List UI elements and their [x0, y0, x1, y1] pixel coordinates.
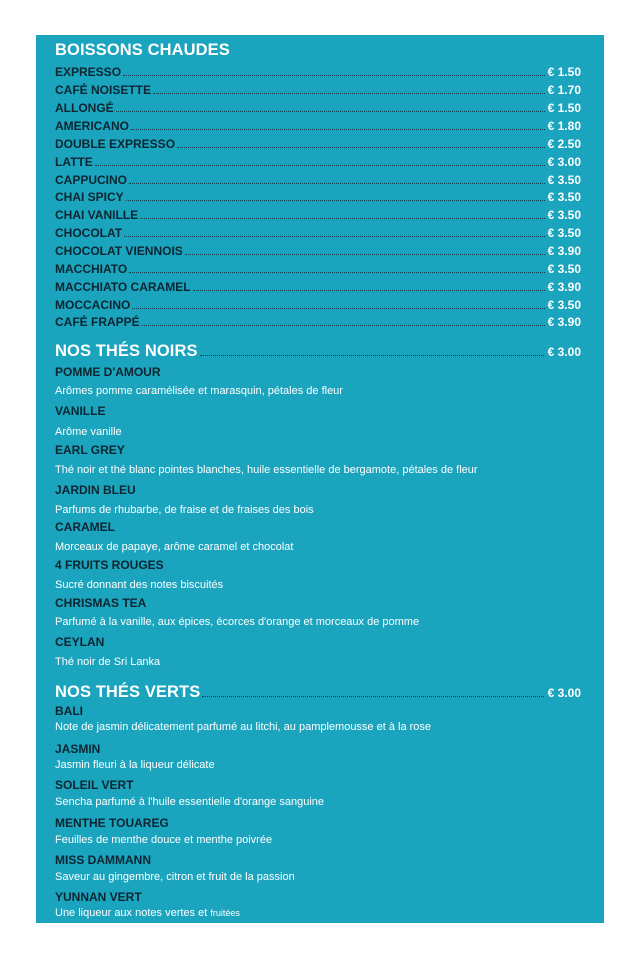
- tea-name: MENTHE TOUAREG: [55, 816, 169, 830]
- dot-leader: [185, 253, 545, 255]
- tea-description: Arôme vanille: [55, 426, 122, 438]
- tea-description: [55, 906, 240, 920]
- item-name: ALLONGÉ: [55, 101, 114, 115]
- item-name: CHAI VANILLE: [55, 208, 139, 222]
- item-price: € 1.70: [547, 83, 581, 97]
- item-price: € 1.50: [547, 65, 581, 79]
- tea-description: Jasmin fleuri à la liqueur délicate: [55, 759, 215, 771]
- tea-description: Parfumé à la vanille, aux épices, écorces d'orange et morceaux de pomme: [55, 616, 420, 628]
- tea-name: CEYLAN: [55, 635, 105, 649]
- menu-row-macchiato: [55, 260, 581, 277]
- black-teas-heading: [55, 339, 581, 361]
- dot-leader: [116, 110, 545, 112]
- tea-description: Thé noir et thé blanc pointes blanches, huile essentielle de bergamote, pétales de fleur: [55, 464, 478, 476]
- item-name: MACCHIATO: [55, 262, 128, 276]
- black-teas-title: NOS THÉS NOIRS: [55, 342, 198, 360]
- dot-leader: [177, 146, 545, 148]
- tea-description: Sencha parfumé à l'huile essentielle d'orange sanguine: [55, 796, 324, 808]
- menu-row-chai-vanille: [55, 206, 581, 223]
- green-teas-heading: [55, 680, 581, 702]
- black-teas-price: € 3.00: [547, 345, 581, 359]
- item-price: € 3.50: [547, 298, 581, 312]
- tea-name: EARL GREY: [55, 443, 125, 457]
- tea-description: Parfums de rhubarbe, de fraise et de fraises des bois: [55, 504, 314, 516]
- tea-name: POMME D'AMOUR: [55, 365, 161, 379]
- item-name: AMERICANO: [55, 119, 129, 133]
- dot-leader: [129, 271, 544, 273]
- menu-row-cafe-frappe: [55, 313, 581, 330]
- item-name: LATTE: [55, 155, 93, 169]
- dot-leader: [140, 217, 545, 219]
- item-name: CHAI SPICY: [55, 190, 124, 204]
- menu-row-chai-spicy: [55, 188, 581, 205]
- menu-row-allonge: [55, 99, 581, 116]
- item-price: € 3.90: [547, 280, 581, 294]
- item-price: € 3.50: [547, 190, 581, 204]
- green-teas-title: NOS THÉS VERTS: [55, 683, 201, 701]
- tea-description: Feuilles de menthe douce et menthe poivrée: [55, 834, 273, 846]
- item-price: € 3.90: [547, 244, 581, 258]
- tea-name: 4 FRUITS ROUGES: [55, 558, 164, 572]
- tea-name: MISS DAMMANN: [55, 853, 151, 867]
- dot-leader: [153, 92, 545, 94]
- item-name: CHOCOLAT: [55, 226, 123, 240]
- item-price: € 3.00: [547, 155, 581, 169]
- item-price: € 1.50: [547, 101, 581, 115]
- item-price: € 2.50: [547, 137, 581, 151]
- menu-row-double-expresso: [55, 135, 581, 152]
- item-price: € 3.50: [547, 208, 581, 222]
- menu-row-macchiato-caramel: [55, 278, 581, 295]
- item-name: CAFÉ FRAPPÉ: [55, 315, 140, 329]
- hot-drinks-title: BOISSONS CHAUDES: [55, 41, 230, 59]
- item-price: € 3.50: [547, 226, 581, 240]
- tea-name: CHRISMAS TEA: [55, 596, 147, 610]
- menu-row-chocolat-viennois: [55, 242, 581, 259]
- dot-leader: [202, 695, 543, 697]
- item-price: € 3.50: [547, 262, 581, 276]
- menu-row-americano: [55, 117, 581, 134]
- dot-leader: [200, 354, 544, 356]
- menu-row-cappucino: [55, 171, 581, 188]
- tea-description: Thé noir de Sri Lanka: [55, 656, 161, 668]
- dot-leader: [126, 199, 545, 201]
- dot-leader: [129, 182, 545, 184]
- tea-name: JASMIN: [55, 742, 101, 756]
- tea-description: Sucré donnant des notes biscuités: [55, 579, 224, 591]
- tea-description: Arômes pomme caramélisée et marasquin, pétales de fleur: [55, 385, 343, 397]
- green-teas-price: € 3.00: [547, 686, 581, 700]
- dot-leader: [123, 74, 545, 76]
- item-name: CAPPUCINO: [55, 173, 128, 187]
- item-name: MACCHIATO CARAMEL: [55, 280, 191, 294]
- tea-description: Note de jasmin délicatement parfumé au litchi, au pamplemousse et à la rose: [55, 721, 432, 733]
- menu-row-moccacino: [55, 296, 581, 313]
- menu-row-cafe-noisette: [55, 81, 581, 98]
- tea-description-text: Une liqueur aux notes vertes et: [55, 907, 208, 919]
- item-price: € 1.80: [547, 119, 581, 133]
- dot-leader: [124, 235, 545, 237]
- tea-description-small: fruitées: [210, 908, 240, 918]
- dot-leader: [95, 164, 545, 166]
- item-name: DOUBLE EXPRESSO: [55, 137, 176, 151]
- dot-leader: [193, 289, 545, 291]
- item-name: CHOCOLAT VIENNOIS: [55, 244, 183, 258]
- item-name: CAFÉ NOISETTE: [55, 83, 152, 97]
- menu-row-latte: [55, 153, 581, 170]
- item-price: € 3.90: [547, 315, 581, 329]
- item-name: MOCCACINO: [55, 298, 131, 312]
- menu-panel: [36, 35, 604, 923]
- dot-leader: [131, 128, 545, 130]
- tea-name: CARAMEL: [55, 520, 115, 534]
- item-name: EXPRESSO: [55, 65, 122, 79]
- menu-row-expresso: [55, 63, 581, 80]
- tea-description: Saveur au gingembre, citron et fruit de la passion: [55, 871, 295, 883]
- item-price: € 3.50: [547, 173, 581, 187]
- menu-row-chocolat: [55, 224, 581, 241]
- tea-name: JARDIN BLEU: [55, 483, 136, 497]
- dot-leader: [132, 307, 544, 309]
- tea-name: YUNNAN VERT: [55, 890, 142, 904]
- dot-leader: [142, 324, 545, 326]
- tea-name: SOLEIL VERT: [55, 778, 134, 792]
- tea-name: BALI: [55, 704, 83, 718]
- tea-name: VANILLE: [55, 404, 106, 418]
- tea-description: Morceaux de papaye, arôme caramel et chocolat: [55, 541, 294, 553]
